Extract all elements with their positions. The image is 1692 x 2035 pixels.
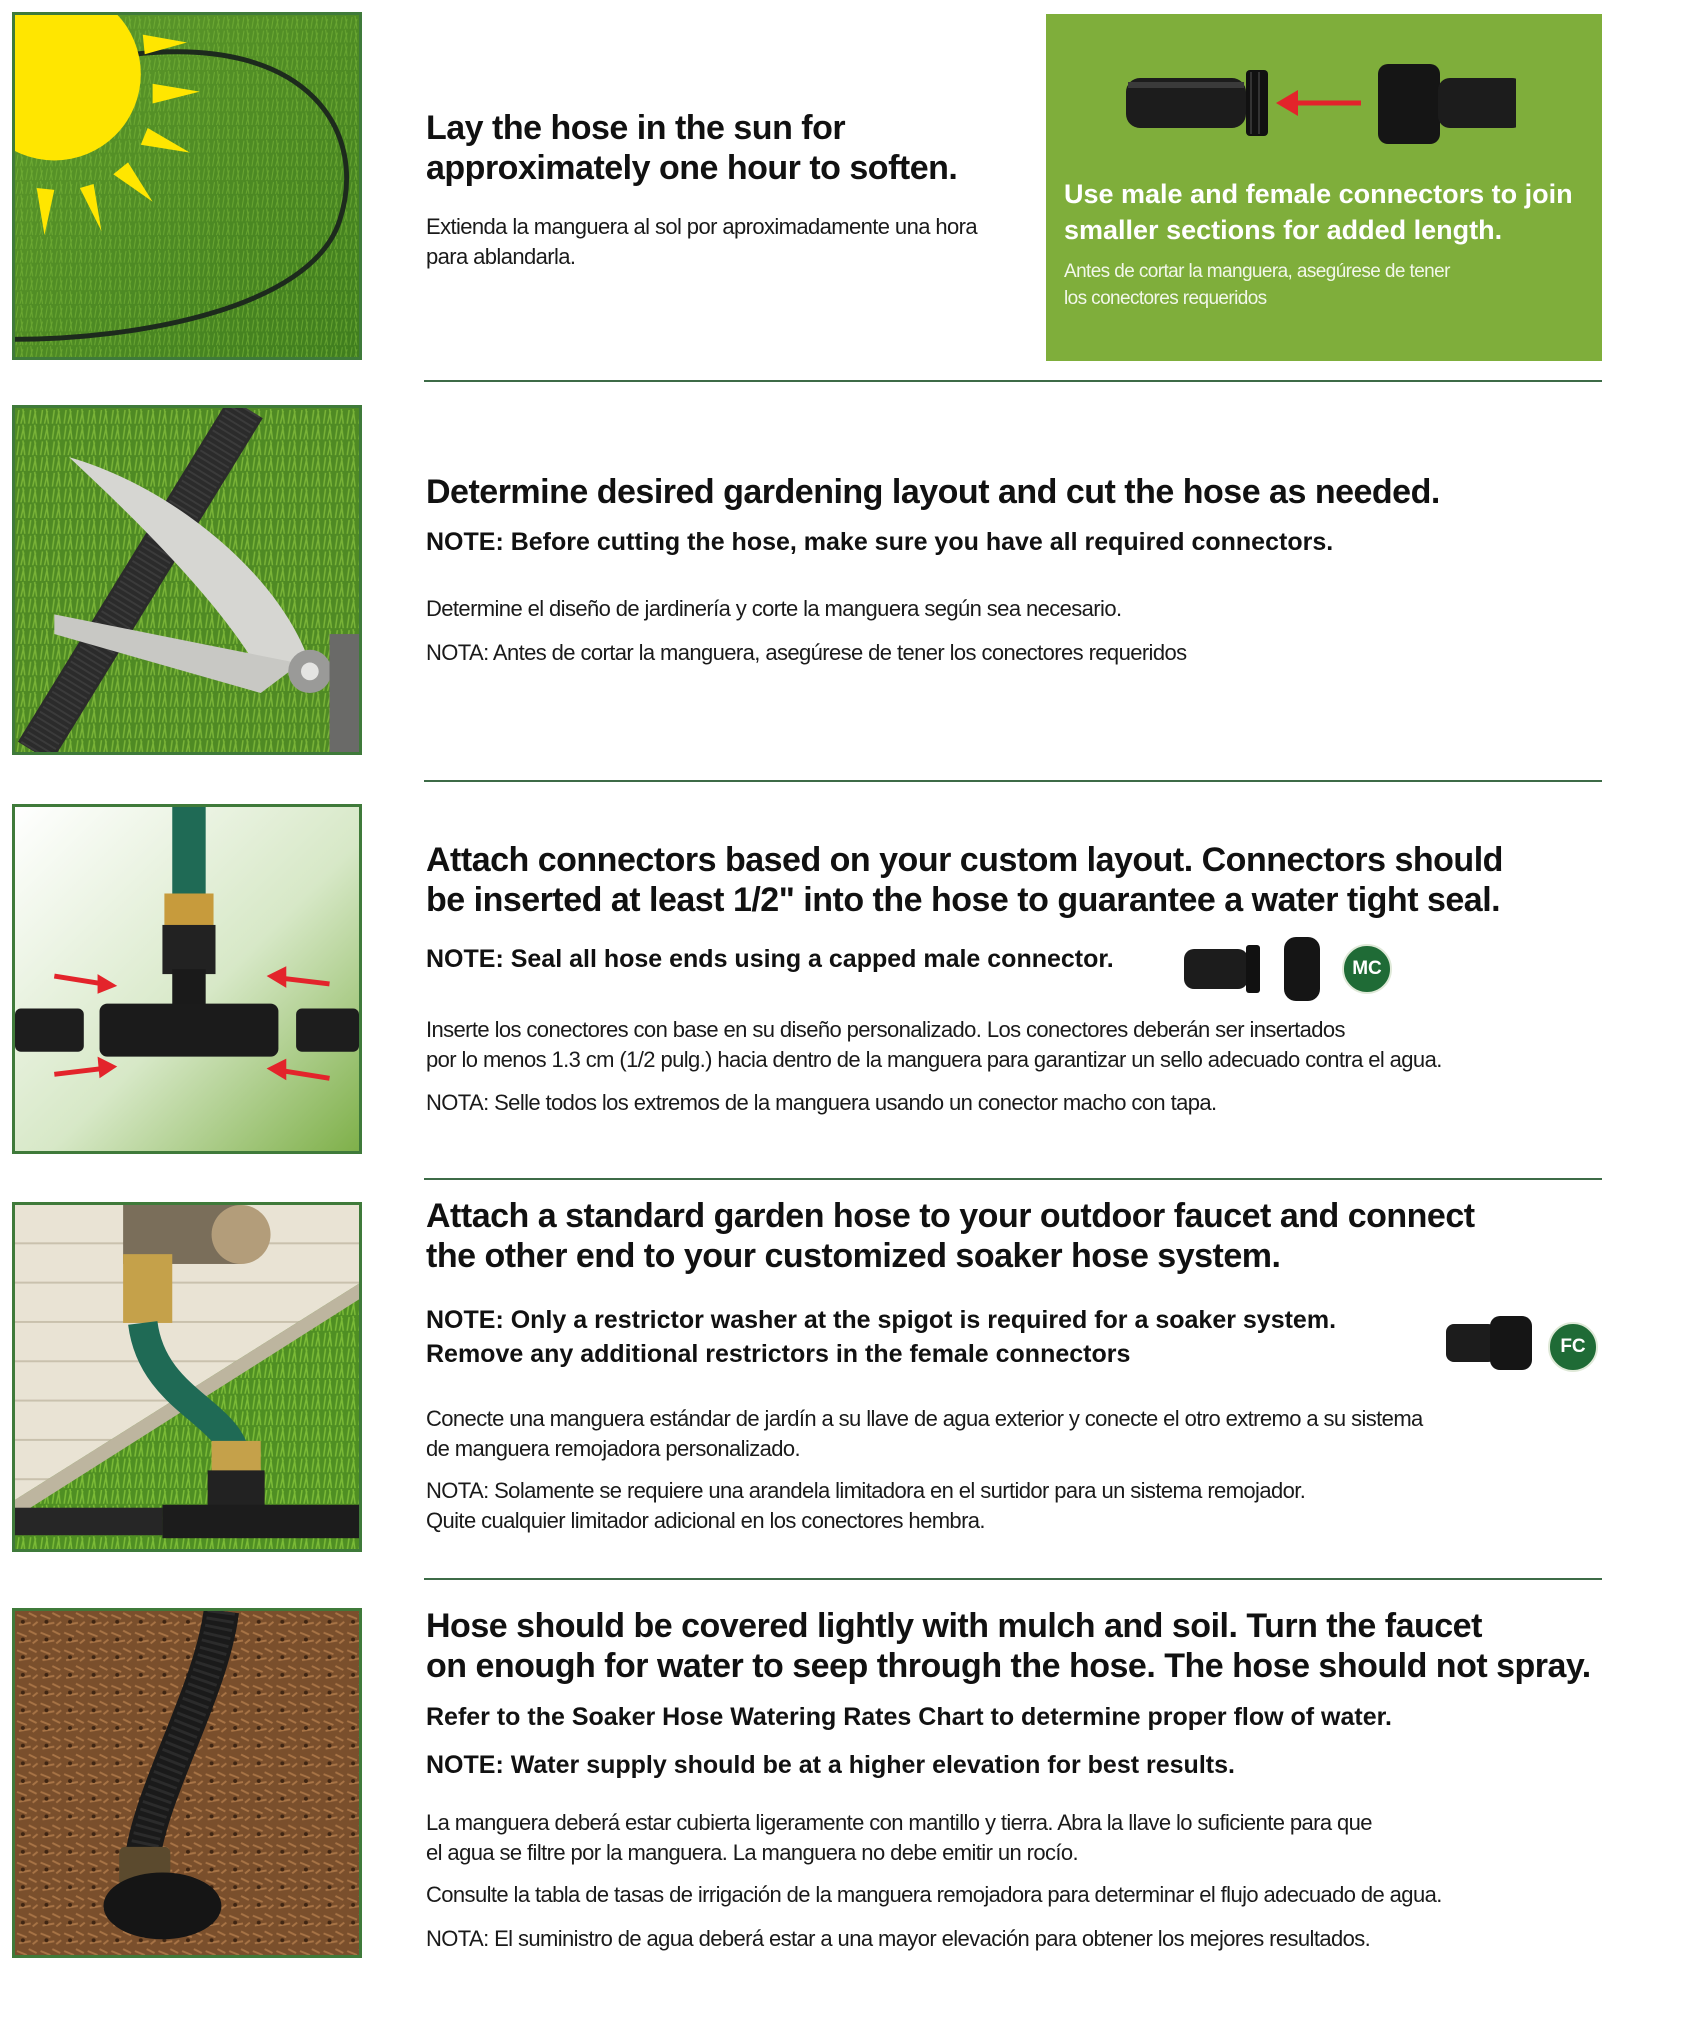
step1-heading-line1: Lay the hose in the sun for — [426, 109, 846, 147]
step3-heading-line1: Attach connectors based on your custom layout. Connectors should — [426, 841, 1503, 879]
section-divider — [424, 1578, 1602, 1580]
step4-heading-line1: Attach a standard garden hose to your outdoor faucet and connect — [426, 1197, 1475, 1235]
step1-spanish-line1: Extienda la manguera al sol por aproximadamente una hora — [426, 214, 977, 239]
connector-tip-panel — [1046, 14, 1602, 361]
sun-lawn-photo — [12, 12, 362, 360]
step5-spanish-line3: Consulte la tabla de tasas de irrigación de la manguera remojadora para determinar el flujo adecuado de agua. — [426, 1882, 1442, 1907]
panel-heading-line1: Use male and female connectors to join — [1064, 179, 1573, 209]
mc-badge: MC — [1342, 944, 1392, 994]
scissors-hose-photo — [12, 405, 362, 755]
faucet-hose-photo — [12, 1202, 362, 1552]
step1-spanish-line2: para ablandarla. — [426, 244, 576, 269]
panel-heading-line2: smaller sections for added length. — [1064, 215, 1503, 245]
step3-spanish-line3: NOTA: Selle todos los extremos de la manguera usando un conector macho con tapa. — [426, 1090, 1217, 1115]
step5-spanish-line4: NOTA: El suministro de agua deberá estar a una mayor elevación para obtener los mejores resultados. — [426, 1926, 1371, 1951]
capped-male-connector-icon — [1180, 935, 1320, 1003]
section-divider — [424, 780, 1602, 782]
step5-heading-line1: Hose should be covered lightly with mulch and soil. Turn the faucet — [426, 1607, 1482, 1645]
step4-heading-line2: the other end to your customized soaker hose system. — [426, 1237, 1281, 1275]
male-female-connector-icon — [1116, 50, 1516, 160]
step4-note-line2: Remove any additional restrictors in the female connectors — [426, 1340, 1131, 1368]
step1-heading-line2: approximately one hour to soften. — [426, 149, 958, 187]
step5-heading-line2: on enough for water to seep through the hose. The hose should not spray. — [426, 1647, 1591, 1685]
step3-spanish-line1: Inserte los conectores con base en su diseño personalizado. Los conectores deberán ser insertados — [426, 1017, 1345, 1042]
step5-spanish-line1: La manguera deberá estar cubierta ligeramente con mantillo y tierra. Abra la llave lo suficiente para que — [426, 1810, 1372, 1835]
step3-heading-line2: be inserted at least 1/2" into the hose to guarantee a water tight seal. — [426, 881, 1501, 919]
step4-note-line1: NOTE: Only a restrictor washer at the spigot is required for a soaker system. — [426, 1306, 1337, 1334]
step4-spanish-line4: Quite cualquier limitador adicional en los conectores hembra. — [426, 1508, 985, 1533]
step2-note: NOTE: Before cutting the hose, make sure you have all required connectors. — [426, 528, 1334, 556]
section-divider — [424, 380, 1602, 382]
step2-heading: Determine desired gardening layout and cut the hose as needed. — [426, 473, 1440, 511]
fc-badge: FC — [1548, 1322, 1598, 1372]
step3-note: NOTE: Seal all hose ends using a capped male connector. — [426, 945, 1114, 973]
section-divider — [424, 1178, 1602, 1180]
step4-spanish-line2: de manguera remojadora personalizado. — [426, 1436, 801, 1461]
mulch-hose-photo — [12, 1608, 362, 1958]
step2-spanish-line2: NOTA: Antes de cortar la manguera, asegúrese de tener los conectores requeridos — [426, 640, 1187, 665]
step5-note-line1: Refer to the Soaker Hose Watering Rates Chart to determine proper flow of water. — [426, 1703, 1392, 1731]
step2-spanish-line1: Determine el diseño de jardinería y corte la manguera según sea necesario. — [426, 596, 1122, 621]
panel-spanish-line1: Antes de cortar la manguera, asegúrese de tener — [1064, 261, 1450, 282]
tee-connector-photo — [12, 804, 362, 1154]
step5-spanish-line2: el agua se filtre por la manguera. La manguera no debe emitir un rocío. — [426, 1840, 1079, 1865]
step5-note-line2: NOTE: Water supply should be at a higher elevation for best results. — [426, 1751, 1235, 1779]
female-connector-icon — [1442, 1312, 1534, 1374]
step4-spanish-line3: NOTA: Solamente se requiere una arandela limitadora en el surtidor para un sistema remojador. — [426, 1478, 1306, 1503]
step3-spanish-line2: por lo menos 1.3 cm (1/2 pulg.) hacia dentro de la manguera para garantizar un sello adecuado contra el agua. — [426, 1047, 1442, 1072]
panel-spanish-line2: los conectores requeridos — [1064, 288, 1267, 309]
step4-spanish-line1: Conecte una manguera estándar de jardín a su llave de agua exterior y conecte el otro extremo a su sistema — [426, 1406, 1423, 1431]
